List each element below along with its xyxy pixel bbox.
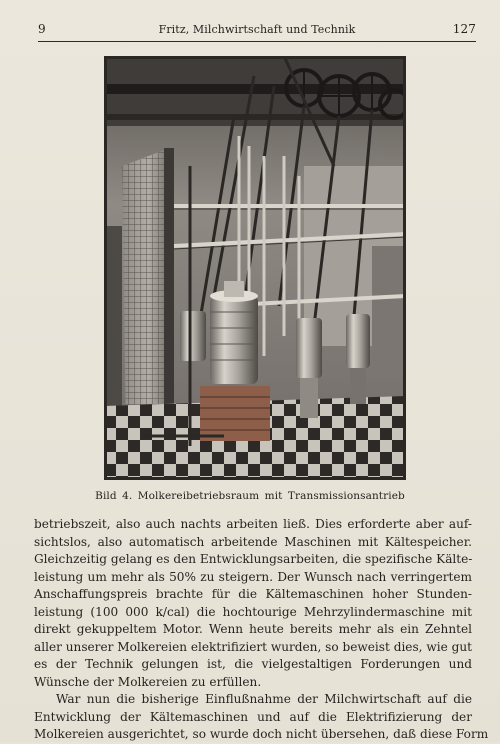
- figure-photo: [104, 56, 406, 480]
- text-line: Entwicklung der Kältemaschinen und auf die Elektrifizierung der: [34, 709, 472, 724]
- text-line: Molkereien ausgerichtet, so wurde doch nicht übersehen, daß diese Form: [34, 727, 489, 741]
- header-left-number: 9: [38, 22, 46, 36]
- page-number: 127: [452, 22, 476, 36]
- header-title: Fritz, Milchwirtschaft und Technik: [158, 22, 356, 36]
- header-rule: [38, 41, 476, 42]
- paragraph-2: [34, 691, 489, 744]
- text-line: es der Technik gelungen ist, die vielgestaltigen Forderungen und: [34, 657, 472, 671]
- text-line: Anschaffungspreis brachte für die Kältemaschinen hoher Stunden-: [34, 587, 472, 601]
- text-line: direkt gekuppeltem Motor. Wenn heute bereits mehr als ein Zehntel: [34, 622, 472, 636]
- text-line: leistung (100 000 k/cal) die hochtourige Mehrzylindermaschine mit: [34, 604, 472, 619]
- text-line: leistung um mehr als 50% zu steigern. Der Wunsch nach verringertem: [34, 569, 472, 584]
- text-line: sichtslos, also automatisch arbeitende Maschinen mit Kältespeicher.: [34, 534, 472, 549]
- figure-caption: Bild 4. Molkereibetriebsraum mit Transmissionsantrieb: [95, 490, 405, 502]
- paragraph-1: [34, 516, 472, 691]
- dairy-machine-room-illustration: [104, 56, 406, 480]
- text-line: Gleichzeitig gelang es den Entwicklungsarbeiten, die spezifische Kälte-: [34, 552, 473, 566]
- body-text: [34, 516, 489, 744]
- text-line: aller unserer Molkereien elektrifiziert wurden, so beweist dies, wie gut: [34, 639, 472, 654]
- text-line: Wünsche der Molkereien zu erfüllen.: [34, 674, 262, 689]
- text-line: War nun die bisherige Einflußnahme der Milchwirtschaft auf die: [56, 692, 472, 706]
- text-line: betriebszeit, also auch nachts arbeiten ließ. Dies erforderte aber auf-: [34, 517, 472, 531]
- running-header: [38, 18, 476, 40]
